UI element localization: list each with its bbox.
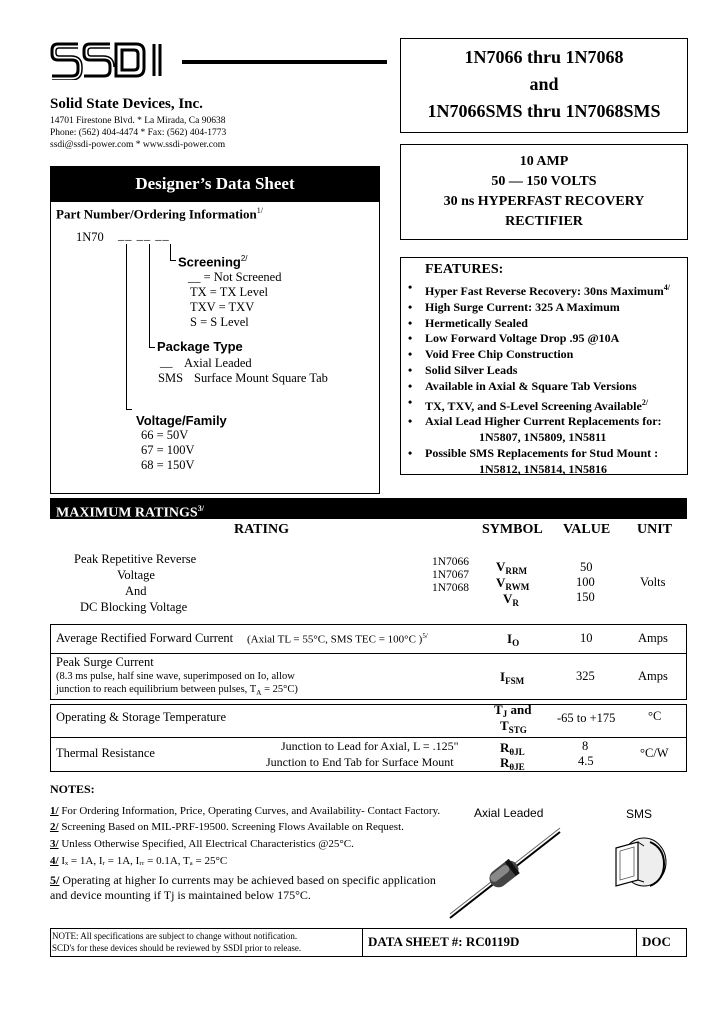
note-text: Screening Based on MIL-PRF-19500. Screening Flows Available on Request. bbox=[61, 821, 404, 833]
temperature-symbol bbox=[500, 718, 527, 735]
feature-item bbox=[406, 395, 686, 415]
ordering-title bbox=[56, 206, 263, 222]
surge-label: Peak Surge Current bbox=[56, 655, 154, 669]
datasheet-number: DATA SHEET #: RC0119D bbox=[368, 934, 520, 949]
symbol-letter: T bbox=[494, 702, 503, 717]
symbol-letter: V bbox=[496, 559, 506, 574]
symbol-letter: R bbox=[500, 755, 510, 770]
prv-label: Peak Repetitive Reverse bbox=[74, 552, 197, 566]
prv-symbol bbox=[503, 591, 519, 608]
avg-current-label: Average Rectified Forward Current bbox=[56, 631, 234, 645]
package-desc: Surface Mount Square Tab bbox=[194, 371, 328, 385]
feature-sup: 2/ bbox=[641, 397, 649, 407]
feature-item bbox=[406, 363, 686, 379]
symbol-suffix: and bbox=[507, 702, 532, 717]
symbol-letter: I bbox=[507, 631, 513, 646]
part-prefix: 1N70 bbox=[76, 230, 104, 244]
symbol-sub: RWM bbox=[505, 582, 530, 592]
tree-tick-screening bbox=[170, 260, 176, 261]
thermal-cond: Junction to End Tab for Surface Mount bbox=[266, 755, 454, 769]
max-ratings-title: MAXIMUM RATINGS bbox=[56, 505, 198, 521]
feature-text: Hyper Fast Reverse Recovery: 30ns Maximum bbox=[425, 284, 664, 298]
package-desc: Axial Leaded bbox=[184, 356, 252, 370]
feature-text: 1N5812, 1N5814, 1N5816 bbox=[479, 461, 607, 476]
symbol-letter: V bbox=[496, 575, 506, 590]
feature-item bbox=[406, 316, 686, 332]
feature-text: 1N5807, 1N5809, 1N5811 bbox=[479, 430, 607, 445]
sms-label: SMS bbox=[626, 807, 653, 821]
symbol-sub: θJL bbox=[509, 747, 525, 757]
footer-note bbox=[52, 930, 301, 954]
prv-symbol bbox=[496, 575, 529, 592]
feature-item bbox=[406, 446, 686, 462]
prv-part: 1N7067 bbox=[432, 569, 470, 581]
temperature-symbol bbox=[494, 702, 531, 719]
surge-value: 325 bbox=[576, 669, 595, 683]
screening-option: __ = Not Screened bbox=[188, 270, 282, 284]
note-4 bbox=[50, 855, 227, 867]
feature-text: Solid Silver Leads bbox=[425, 362, 518, 377]
voltage-title: Voltage/Family bbox=[136, 413, 227, 428]
ordering-title-sup: 1/ bbox=[256, 206, 263, 215]
tree-line-voltage bbox=[126, 244, 127, 409]
feature-text: Low Forward Voltage Drop .95 @10A bbox=[425, 331, 620, 346]
ssdi-logo-graphic bbox=[50, 40, 178, 80]
title-line-2: and bbox=[529, 74, 559, 94]
company-phone: Phone: (562) 404-4474 * Fax: (562) 404-1773 bbox=[50, 128, 227, 138]
avg-cond-sup: 5/ bbox=[422, 632, 428, 640]
surge-cond-sub: A bbox=[256, 688, 262, 697]
axial-label: Axial Leaded bbox=[474, 806, 544, 820]
note-text: For Ordering Information, Price, Operating Curves, and Availability- Contact Factory. bbox=[61, 805, 441, 817]
surge-cond: (8.3 ms pulse, half sine wave, superimposed on Io, allow bbox=[56, 671, 295, 682]
max-ratings-sup: 3/ bbox=[197, 504, 204, 513]
package-code: SMS bbox=[158, 371, 184, 385]
note-number: 2/ bbox=[50, 821, 59, 833]
features-title: FEATURES: bbox=[425, 262, 504, 277]
screening-option: TXV = TXV bbox=[190, 300, 255, 314]
designer-data-sheet-bar: Designer’s Data Sheet bbox=[50, 166, 380, 202]
feature-item-cont bbox=[406, 462, 686, 478]
sms-package-icon bbox=[604, 824, 674, 904]
thermal-cond: Junction to Lead for Axial, L = .125" bbox=[281, 739, 459, 753]
note-number: 1/ bbox=[50, 805, 59, 817]
prv-label: And bbox=[125, 584, 147, 598]
note-text: Operating at higher Io currents may be achieved based on specific application bbox=[62, 873, 436, 887]
footer-divider bbox=[636, 928, 637, 957]
title-line-1: 1N7066 thru 1N7068 bbox=[464, 47, 624, 67]
feature-sup: 4/ bbox=[663, 283, 670, 292]
surge-cond-text: junction to reach equilibrium between pulses, T bbox=[56, 684, 257, 695]
note-text: Iₓ = 1A, Iᵣ = 1A, Iᵣᵣ = 0.1A, Tₐ = 25°C bbox=[61, 855, 228, 867]
avg-current-cond bbox=[247, 632, 428, 646]
tree-line-screening bbox=[170, 244, 171, 260]
prv-symbol bbox=[496, 559, 527, 576]
feature-text: Available in Axial & Square Tab Versions bbox=[425, 378, 637, 393]
screening-title-text: Screening bbox=[178, 254, 241, 270]
footer-note-line: SCD's for these devices should be reviewed by SSDI prior to release. bbox=[52, 943, 302, 953]
symbol-sub: R bbox=[512, 598, 519, 608]
screening-option: S = S Level bbox=[190, 315, 249, 329]
note-5 bbox=[50, 873, 436, 888]
prv-label: Voltage bbox=[117, 568, 155, 582]
axial-diode-icon bbox=[440, 824, 570, 924]
prv-unit: Volts bbox=[640, 575, 666, 589]
feature-item bbox=[406, 414, 686, 430]
ordering-title-text: Part Number/Ordering Information bbox=[56, 206, 257, 222]
note-number: 5/ bbox=[50, 873, 60, 887]
voltage-option: 68 = 150V bbox=[141, 458, 195, 472]
tree-tick-package bbox=[149, 347, 155, 348]
notes-title: NOTES: bbox=[50, 782, 95, 796]
company-address: 14701 Firestone Blvd. * La Mirada, Ca 90638 bbox=[50, 116, 226, 126]
axial-diode-graphic bbox=[440, 824, 570, 924]
feature-item bbox=[406, 331, 686, 347]
feature-text: Void Free Chip Construction bbox=[425, 347, 574, 362]
feature-text: High Surge Current: 325 A Maximum bbox=[425, 299, 620, 314]
title-line-3: 1N7066SMS thru 1N7068SMS bbox=[427, 101, 661, 121]
surge-cond-end: = 25°C) bbox=[261, 684, 298, 695]
spec-current: 10 AMP bbox=[519, 154, 569, 169]
feature-text: Hermetically Sealed bbox=[425, 315, 528, 330]
feature-item bbox=[406, 379, 686, 395]
tree-line-package bbox=[149, 244, 150, 347]
avg-cond-text: (Axial TL = 55°C, SMS TEC = 100°C ) bbox=[247, 633, 423, 646]
feature-text: TX, TXV, and S-Level Screening Available bbox=[425, 398, 642, 413]
footer-divider bbox=[362, 928, 363, 957]
thermal-unit: °C/W bbox=[640, 746, 669, 760]
surge-unit: Amps bbox=[638, 669, 668, 683]
temperature-label: Operating & Storage Temperature bbox=[56, 710, 227, 724]
note-2 bbox=[50, 821, 404, 833]
screening-option: TX = TX Level bbox=[190, 285, 268, 299]
col-header-rating: RATING bbox=[234, 522, 289, 537]
screening-sup: 2/ bbox=[240, 254, 248, 263]
col-header-symbol: SYMBOL bbox=[482, 522, 543, 537]
symbol-letter: T bbox=[500, 718, 509, 733]
thermal-symbol bbox=[500, 755, 525, 772]
spec-voltage: 50 — 150 VOLTS bbox=[491, 174, 597, 189]
title-box bbox=[400, 38, 688, 133]
ssdi-logo bbox=[50, 40, 178, 80]
thermal-value: 8 bbox=[582, 739, 589, 753]
symbol-sub: J bbox=[502, 709, 508, 719]
col-header-value: VALUE bbox=[563, 522, 611, 537]
part-blanks: __ __ __ bbox=[118, 228, 170, 242]
symbol-letter: I bbox=[500, 669, 506, 684]
spec-type: RECTIFIER bbox=[505, 214, 583, 229]
feature-item bbox=[406, 300, 686, 316]
symbol-sub: STG bbox=[508, 725, 527, 735]
footer-note-line: NOTE: All specifications are subject to change without notification. bbox=[52, 931, 298, 941]
symbol-sub: θJE bbox=[509, 762, 525, 772]
package-code: __ bbox=[160, 355, 173, 369]
note-3 bbox=[50, 838, 354, 850]
company-web: ssdi@ssdi-power.com * www.ssdi-power.com bbox=[50, 140, 226, 150]
doc-label: DOC bbox=[642, 934, 671, 949]
voltage-option: 66 = 50V bbox=[141, 428, 189, 442]
tree-tick-voltage bbox=[126, 409, 132, 410]
symbol-letter: R bbox=[500, 740, 510, 755]
surge-cond bbox=[56, 684, 298, 697]
company-name: Solid State Devices, Inc. bbox=[50, 96, 203, 112]
feature-item bbox=[406, 280, 686, 300]
prv-value: 50 bbox=[580, 560, 593, 574]
prv-label: DC Blocking Voltage bbox=[80, 600, 188, 614]
note-text: Unless Otherwise Specified, All Electrical Characteristics @25°C. bbox=[61, 838, 354, 850]
voltage-option: 67 = 100V bbox=[141, 443, 195, 457]
max-ratings-bar bbox=[50, 498, 687, 519]
feature-text: Possible SMS Replacements for Stud Mount : bbox=[425, 445, 659, 460]
note-number: 4/ bbox=[50, 855, 59, 867]
temperature-value: -65 to +175 bbox=[557, 711, 616, 725]
temperature-unit: °C bbox=[648, 709, 662, 723]
symbol-sub: O bbox=[512, 638, 520, 648]
symbol-sub: RRM bbox=[505, 566, 528, 576]
prv-part: 1N7068 bbox=[432, 582, 470, 594]
logo-rule bbox=[182, 60, 387, 64]
avg-current-symbol bbox=[507, 631, 519, 648]
symbol-sub: FSM bbox=[505, 676, 525, 686]
package-title: Package Type bbox=[157, 339, 243, 354]
note-1 bbox=[50, 805, 440, 817]
spec-box bbox=[400, 144, 688, 240]
sms-package-graphic bbox=[604, 824, 674, 904]
col-header-unit: UNIT bbox=[637, 522, 673, 537]
screening-title bbox=[178, 254, 248, 269]
prv-part: 1N7066 bbox=[432, 556, 470, 568]
avg-current-value: 10 bbox=[580, 631, 593, 645]
spec-recovery: 30 ns HYPERFAST RECOVERY bbox=[443, 194, 645, 209]
symbol-letter: V bbox=[503, 591, 513, 606]
thermal-label: Thermal Resistance bbox=[56, 746, 155, 760]
feature-item bbox=[406, 347, 686, 363]
avg-current-unit: Amps bbox=[638, 631, 668, 645]
prv-value: 100 bbox=[576, 575, 595, 589]
surge-symbol bbox=[500, 669, 524, 686]
features-list bbox=[406, 280, 686, 478]
prv-value: 150 bbox=[576, 590, 595, 604]
thermal-value: 4.5 bbox=[578, 754, 594, 768]
feature-item-cont bbox=[406, 430, 686, 446]
note-5-cont: and device mounting if Tj is maintained below 175°C. bbox=[50, 888, 311, 902]
note-number: 3/ bbox=[50, 838, 59, 850]
feature-text: Axial Lead Higher Current Replacements for: bbox=[425, 414, 662, 429]
